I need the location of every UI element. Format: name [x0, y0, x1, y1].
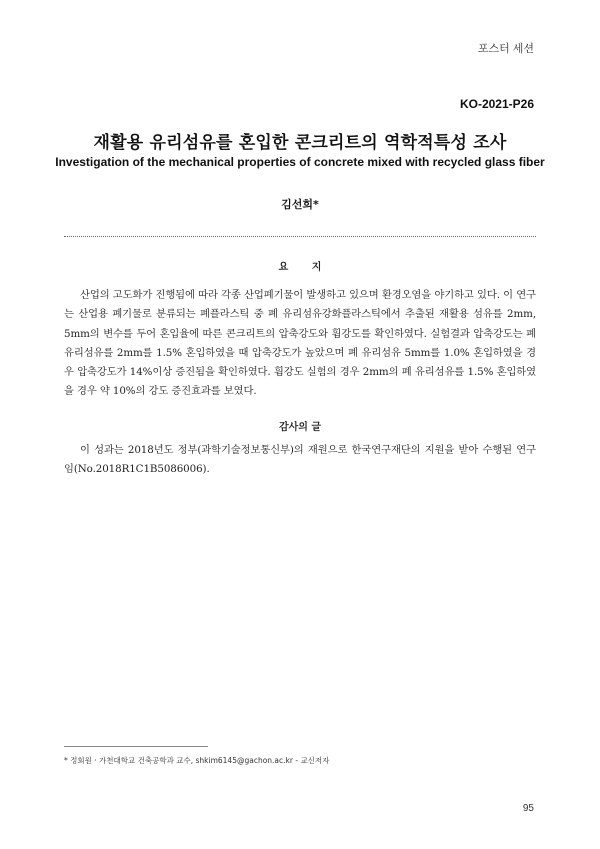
author: 김선희* [281, 198, 319, 211]
footnote-rule [64, 746, 208, 747]
page-number: 95 [522, 803, 534, 814]
section-divider [64, 236, 536, 237]
title-english: Investigation of the mechanical properties of concrete mixed with recycled glass fiber [55, 155, 545, 169]
session-label: 포스터 세션 [477, 43, 534, 55]
acknowledgement-body: 이 성과는 2018년도 정부(과학기술정보통신부)의 재원으로 한국연구재단의 지원을 받아 수행된 연구임(No.2018R1C1B5086006). [64, 444, 536, 476]
abstract-heading: 요 지 [278, 262, 332, 273]
title-korean: 재활용 유리섬유를 혼입한 콘크리트의 역학적특성 조사 [93, 133, 507, 153]
footnote: * 정회원 · 가천대학교 건축공학과 교수, shkim6145@gachon.ac.kr - 교신저자 [64, 756, 330, 765]
abstract-body: 산업의 고도화가 진행됨에 따라 각종 산업폐기물이 발생하고 있으며 환경오염을 야기하고 있다. 이 연구는 산업용 폐기물로 분류되는 폐플라스틱 중 폐 유리섬유강화플라스틱에서 추출된 재활용 섬유를 2mm, 5mm의 변수를 두어 혼입율에 따른 콘크리트의 압축강도와 휨강도를 확인하였다. 실험결과 압축강도는 폐 유리섬유를 2mm를 1.5% 혼입하였을 때 압축강도가 높았으며 폐 유리섬유 5mm를 1.0% 혼입하였을 경우 압축강도가 14%이상 증진됨을 확인하였다. 휨강도 실험의 경우 2mm의 폐 유리섬유를 1.5% 혼입하였을 경우 약 10%의 강도 증진효과를 보였다. [64, 289, 536, 398]
acknowledgement-heading: 감사의 글 [278, 422, 322, 433]
paper-id: KO-2021-P26 [459, 97, 534, 111]
